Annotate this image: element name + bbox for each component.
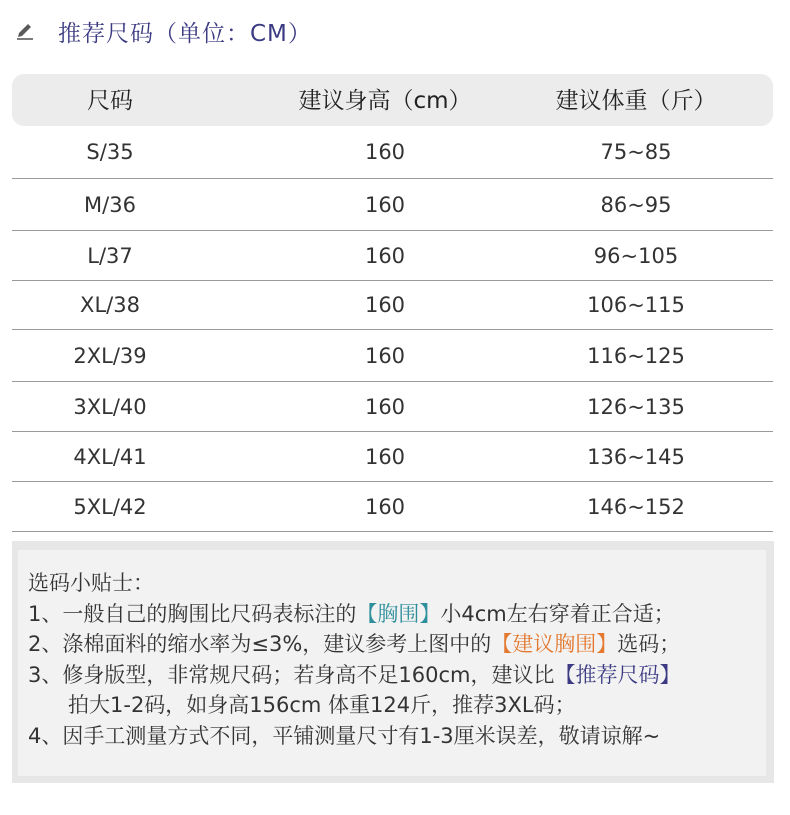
tip-line-3 [28, 660, 680, 691]
table-header [12, 74, 773, 126]
tip-line-2 [28, 629, 680, 660]
tip-line-4: 4、因手工测量方式不同，平铺测量尺寸有1-3厘米误差，敬请谅解~ [28, 723, 661, 748]
table-row [12, 432, 773, 482]
table-row [12, 382, 773, 432]
size-table [12, 74, 773, 532]
weight-cell: 146~152 [587, 494, 685, 519]
height-cell: 160 [364, 243, 406, 268]
height-cell: 160 [364, 140, 406, 164]
height-cell: 160 [364, 192, 406, 217]
tip-line-3-continued: 拍大1-2码，如身高156cm 体重124斤，推荐3XL码； [68, 693, 576, 717]
height-cell: 160 [364, 293, 406, 317]
table-row [12, 126, 773, 179]
height-cell: 160 [364, 494, 406, 519]
size-cell: XL/38 [80, 293, 140, 317]
tips-box [18, 550, 766, 776]
size-cell: 4XL/41 [73, 444, 147, 469]
size-cell: 3XL/40 [73, 394, 147, 419]
weight-cell: 126~135 [587, 394, 685, 419]
height-cell: 160 [364, 444, 406, 469]
tip-highlight-chest: 【胸围】 [356, 601, 441, 626]
weight-cell: 96~105 [593, 243, 679, 268]
column-header-weight: 建议体重（斤） [555, 88, 717, 114]
table-row [12, 179, 773, 231]
tip-text: 选码； [617, 632, 681, 656]
tip-highlight-recommended-size: 【推荐尺码】 [554, 662, 681, 687]
table-row [12, 281, 773, 330]
size-cell: 5XL/42 [73, 494, 147, 519]
column-header-size: 尺码 [87, 88, 133, 114]
column-header-height: 建议身高（cm） [298, 88, 472, 114]
weight-cell: 106~115 [587, 293, 685, 317]
tip-highlight-suggested-chest: 【建议胸围】 [491, 632, 618, 656]
tips-panel [12, 541, 774, 783]
weight-cell: 136~145 [587, 444, 685, 469]
height-cell: 160 [364, 343, 406, 368]
tips-heading: 选码小贴士： [28, 571, 154, 595]
size-cell: 2XL/39 [73, 343, 147, 368]
weight-cell: 116~125 [587, 343, 685, 368]
tip-text: 小4cm左右穿着正合适； [440, 601, 675, 626]
tips-text [28, 568, 680, 751]
size-cell: L/37 [87, 243, 133, 268]
table-row [12, 231, 773, 281]
tip-text: 1、一般自己的胸围比尺码表标注的 [28, 601, 357, 626]
height-cell: 160 [364, 394, 406, 419]
table-row [12, 482, 773, 532]
tip-line-1 [28, 599, 680, 630]
tip-text: 3、修身版型，非常规尺码；若身高不足160cm，建议比 [28, 662, 555, 687]
size-cell: M/36 [84, 192, 136, 217]
weight-cell: 75~85 [600, 140, 672, 164]
table-row [12, 330, 773, 382]
page-title: 推荐尺码（单位：CM） [58, 20, 312, 47]
tip-text: 2、涤棉面料的缩水率为≤3%，建议参考上图中的 [28, 632, 492, 656]
weight-cell: 86~95 [600, 192, 672, 217]
title-bar [14, 14, 312, 48]
size-cell: S/35 [86, 140, 134, 164]
pencil-icon [14, 19, 38, 43]
